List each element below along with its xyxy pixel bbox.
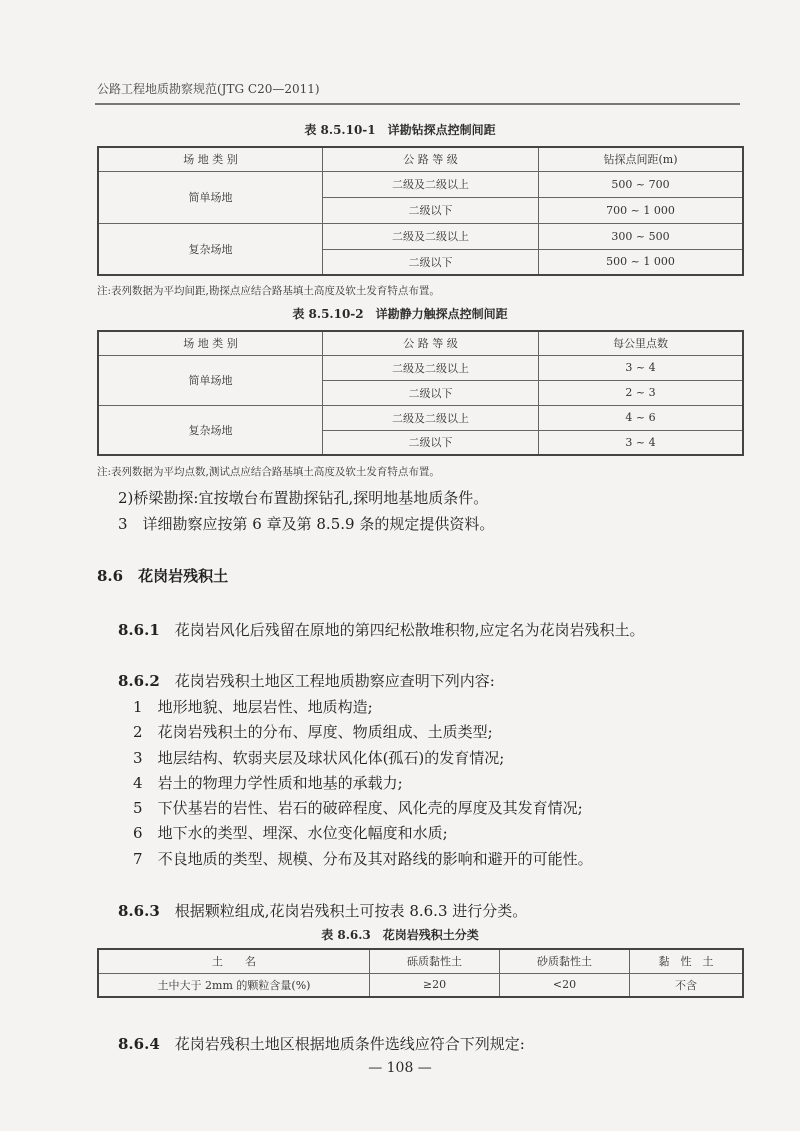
table2-header: 每公里点数 [539, 331, 744, 355]
table1-note: 注:表列数据为平均间距,勘探点应结合路基填土高度及软土发育特点布置。 [97, 285, 440, 297]
clause-8-6-1 [118, 619, 645, 640]
clause-8-6-2 [118, 670, 495, 691]
table1-title: 表 8.5.10-1 详勘钻探点控制间距 [304, 123, 496, 137]
page-number: — 108 — [368, 1060, 432, 1076]
table1-site: 复杂场地 [98, 223, 323, 275]
table2-cell: 二级以下 [323, 430, 539, 455]
table2 [97, 330, 744, 456]
table1-header: 场 地 类 别 [98, 147, 323, 171]
table1-cell: 500 ~ 700 [539, 171, 744, 197]
table3-cell: 不含 [630, 973, 744, 997]
clause-text: 花岗岩风化后残留在原地的第四纪松散堆积物,应定名为花岗岩残积土。 [174, 621, 645, 639]
clause-number: 8.6.1 [118, 621, 160, 639]
table3-header: 黏 性 土 [630, 949, 744, 973]
table2-cell: 3 ~ 4 [539, 355, 744, 380]
list-item: 3 地层结构、软弱夹层及球状风化体(孤石)的发育情况; [133, 748, 505, 767]
list-item: 2 花岗岩残积土的分布、厚度、物质组成、土质类型; [133, 723, 493, 742]
table1-site: 简单场地 [98, 171, 323, 223]
table1 [97, 146, 744, 276]
table3-header: 砾质黏性土 [370, 949, 500, 973]
table1-cell: 二级以下 [323, 249, 539, 275]
table2-header: 公 路 等 级 [323, 331, 539, 355]
clause-text: 花岗岩残积土地区根据地质条件选线应符合下列规定: [174, 1035, 525, 1053]
clause-text: 根据颗粒组成,花岗岩残积土可按表 8.6.3 进行分类。 [174, 902, 528, 920]
table1-header: 钻探点间距(m) [539, 147, 744, 171]
clause-8-6-3 [118, 900, 527, 921]
clause-number: 8.6.2 [118, 672, 160, 690]
table1-cell: 500 ~ 1 000 [539, 249, 744, 275]
table3 [97, 948, 744, 998]
table2-cell: 二级以下 [323, 380, 539, 405]
table2-cell: 4 ~ 6 [539, 405, 744, 430]
table1-cell: 二级及二级以上 [323, 171, 539, 197]
table2-site: 复杂场地 [98, 405, 323, 455]
list-item: 5 下伏基岩的岩性、岩石的破碎程度、风化壳的厚度及其发育情况; [133, 799, 583, 818]
section-heading [97, 565, 228, 586]
table3-cell: ≥20 [370, 973, 500, 997]
clause-number: 8.6.4 [118, 1035, 160, 1053]
section-number: 8.6 [97, 567, 124, 585]
clause-number: 8.6.3 [118, 902, 160, 920]
table1-cell: 700 ~ 1 000 [539, 197, 744, 223]
table2-site: 简单场地 [98, 355, 323, 405]
table2-cell: 2 ~ 3 [539, 380, 744, 405]
table3-title: 表 8.6.3 花岗岩残积土分类 [321, 928, 479, 942]
list-item: 1 地形地貌、地层岩性、地质构造; [133, 698, 373, 716]
list-item: 7 不良地质的类型、规模、分布及其对路线的影响和避开的可能性。 [133, 849, 593, 868]
table1-cell: 二级以下 [323, 197, 539, 223]
clause-8-6-4 [118, 1033, 525, 1054]
item-3-line: 3 详细勘察应按第 6 章及第 8.5.9 条的规定提供资料。 [118, 515, 495, 533]
bridge-line: 2)桥梁勘探:宜按墩台布置勘探钻孔,探明地基地质条件。 [118, 489, 489, 507]
table2-note: 注:表列数据为平均点数,测试点应结合路基填土高度及软土发育特点布置。 [97, 466, 440, 478]
table1-header: 公 路 等 级 [323, 147, 539, 171]
list-item: 6 地下水的类型、埋深、水位变化幅度和水质; [133, 824, 448, 843]
table3-header: 土 名 [98, 949, 370, 973]
header-rule [95, 103, 740, 105]
list-item: 4 岩土的物理力学性质和地基的承载力; [133, 773, 403, 792]
table2-header: 场 地 类 别 [98, 331, 323, 355]
table1-cell: 300 ~ 500 [539, 223, 744, 249]
table3-cell: 土中大于 2mm 的颗粒含量(%) [98, 973, 370, 997]
table3-cell: <20 [500, 973, 630, 997]
table2-cell: 二级及二级以上 [323, 355, 539, 380]
table2-cell: 3 ~ 4 [539, 430, 744, 455]
table3-header: 砂质黏性土 [500, 949, 630, 973]
table1-cell: 二级及二级以上 [323, 223, 539, 249]
clause-8-6-2-list [133, 695, 593, 872]
table2-title: 表 8.5.10-2 详勘静力触探点控制间距 [292, 307, 508, 321]
table2-cell: 二级及二级以上 [323, 405, 539, 430]
running-header: 公路工程地质勘察规范(JTG C20—2011) [97, 82, 320, 96]
clause-text: 花岗岩残积土地区工程地质勘察应查明下列内容: [174, 672, 495, 690]
section-title: 花岗岩残积土 [138, 567, 229, 585]
